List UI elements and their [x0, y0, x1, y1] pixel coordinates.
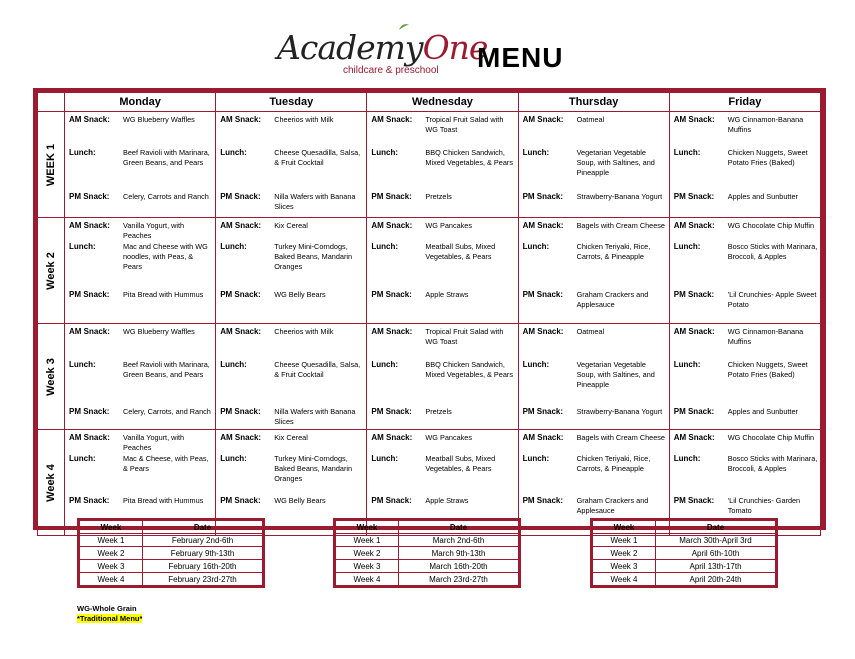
date-cell: February 2nd-6th: [143, 534, 264, 547]
am-entry: [220, 115, 364, 125]
pm-label: PM Snack:: [673, 496, 715, 505]
pm-item: WG Belly Bears: [274, 290, 326, 299]
pm-label: PM Snack:: [673, 290, 715, 299]
menu-cell-content: [65, 112, 215, 217]
lunch-label: Lunch:: [673, 148, 701, 157]
lunch-label: Lunch:: [371, 454, 399, 463]
pm-item: Graham Crackers and Applesauce: [576, 290, 649, 309]
pm-label: PM Snack:: [371, 407, 412, 416]
lunch-label: Lunch:: [673, 360, 701, 369]
date-cell: Week 3: [79, 560, 143, 573]
lunch-item: Meatball Subs, Mixed Vegetables, & Pears: [425, 454, 496, 473]
pm-label: PM Snack:: [522, 407, 564, 416]
pm-label: PM Snack:: [69, 290, 110, 299]
lunch-item: Meatball Subs, Mixed Vegetables, & Pears: [425, 242, 496, 261]
week-label-text: Week 3: [45, 357, 57, 396]
am-item: WG Blueberry Waffles: [123, 115, 195, 124]
lunch-entry: [220, 360, 364, 380]
date-row: [335, 547, 520, 560]
pm-item: Nilla Wafers with Banana Slices: [274, 192, 356, 211]
lunch-label: Lunch:: [220, 242, 247, 251]
week-label: [38, 430, 65, 536]
date-cell: Week 3: [592, 560, 656, 573]
am-item: Bagels with Cream Cheese: [576, 433, 665, 442]
am-label: AM Snack:: [673, 115, 715, 124]
lunch-item: Beef Ravioli with Marinara, Green Beans, and Pears: [123, 360, 210, 379]
am-entry: [674, 115, 818, 135]
pm-label: PM Snack:: [371, 496, 412, 505]
date-table-february: [77, 518, 265, 588]
am-entry: [371, 433, 515, 443]
date-row: [79, 573, 264, 587]
lunch-item: Turkey Mini-Corndogs, Baked Beans, Mandarin Oranges: [274, 454, 353, 483]
lunch-entry: [371, 360, 515, 380]
corner-cell: [38, 93, 65, 112]
am-item: Vanilla Yogurt, with Peaches: [123, 221, 185, 240]
pm-item: WG Belly Bears: [274, 496, 326, 505]
am-item: Tropical Fruit Salad with WG Toast: [425, 115, 504, 134]
am-label: AM Snack:: [522, 327, 564, 336]
am-item: Oatmeal: [576, 115, 605, 124]
am-label: AM Snack:: [371, 327, 413, 336]
am-label: AM Snack:: [371, 221, 413, 230]
menu-cell-content: [367, 324, 517, 429]
lunch-item: Chicken Nuggets, Sweet Potato Fries (Baked): [727, 148, 808, 167]
lunch-entry: [674, 242, 818, 262]
am-label: AM Snack:: [371, 115, 413, 124]
pm-item: Pretzels: [425, 407, 452, 416]
pm-entry: [674, 496, 818, 516]
brand-tagline: childcare & preschool: [343, 65, 439, 76]
am-item: Vanilla Yogurt, with Peaches: [123, 433, 185, 452]
am-entry: [523, 327, 667, 337]
date-cell: February 23rd-27th: [143, 573, 264, 587]
week-label: [38, 218, 65, 324]
lunch-item: Bosco Sticks with Marinara, Broccoli, & Apples: [727, 242, 818, 261]
pm-label: PM Snack:: [371, 290, 412, 299]
pm-entry: [523, 192, 667, 202]
pm-entry: [371, 192, 515, 202]
pm-item: Apple Straws: [425, 290, 469, 299]
menu-table: [37, 92, 821, 536]
pm-entry: [523, 407, 667, 417]
am-label: AM Snack:: [69, 433, 110, 442]
menu-cell: [669, 112, 820, 218]
menu-cell: [216, 218, 367, 324]
am-label: AM Snack:: [371, 433, 413, 442]
lunch-item: Mac and Cheese with WG noodles, with Peas, & Pears: [123, 242, 208, 271]
menu-cell-content: [519, 112, 669, 217]
lunch-item: Beef Ravioli with Marinara, Green Beans, and Pears: [123, 148, 210, 167]
pm-item: Strawberry-Banana Yogurt: [576, 192, 663, 201]
pm-entry: [69, 290, 213, 300]
header: [0, 0, 855, 88]
day-header: Friday: [669, 93, 820, 112]
am-item: Bagels with Cream Cheese: [576, 221, 665, 230]
date-cell: Week 3: [335, 560, 399, 573]
am-entry: [371, 327, 515, 347]
week-label-text: Week 2: [45, 251, 57, 290]
menu-cell-content: [670, 218, 820, 323]
pm-item: Pretzels: [425, 192, 452, 201]
date-cell: Week 2: [592, 547, 656, 560]
week-row: [38, 324, 821, 430]
lunch-label: Lunch:: [220, 148, 247, 157]
lunch-entry: [69, 242, 213, 272]
date-cell: Week 1: [79, 534, 143, 547]
pm-item: Celery, Carrots, and Ranch: [123, 407, 211, 416]
lunch-label: Lunch:: [371, 148, 399, 157]
page-title: MENU: [477, 42, 564, 73]
menu-cell-content: [367, 112, 517, 217]
am-label: AM Snack:: [673, 221, 715, 230]
lunch-label: Lunch:: [673, 242, 701, 251]
lunch-item: Turkey Mini-Corndogs, Baked Beans, Mandarin Oranges: [274, 242, 353, 271]
am-entry: [674, 433, 818, 443]
date-table-march: [333, 518, 521, 588]
pm-label: PM Snack:: [673, 192, 715, 201]
week-label: [38, 324, 65, 430]
date-cell: March 2nd-6th: [399, 534, 520, 547]
date-cell: March 9th-13th: [399, 547, 520, 560]
lunch-entry: [371, 242, 515, 262]
lunch-item: BBQ Chicken Sandwich, Mixed Vegetables, & Pears: [425, 148, 513, 167]
menu-cell: [216, 112, 367, 218]
pm-entry: [371, 290, 515, 300]
am-item: Cheerios with Milk: [274, 327, 334, 336]
whole-grain-note: WG-Whole Grain: [77, 604, 137, 613]
pm-label: PM Snack:: [220, 407, 261, 416]
am-entry: [69, 433, 213, 453]
lunch-label: Lunch:: [522, 360, 550, 369]
lunch-item: Cheese Quesadilla, Salsa, & Fruit Cocktail: [274, 148, 361, 167]
pm-item: Pita Bread with Hummus: [123, 290, 204, 299]
lunch-entry: [674, 360, 818, 380]
am-label: AM Snack:: [673, 327, 715, 336]
lunch-label: Lunch:: [371, 360, 399, 369]
lunch-entry: [220, 148, 364, 168]
lunch-label: Lunch:: [371, 242, 399, 251]
am-item: WG Chocolate Chip Muffin: [727, 221, 814, 230]
pm-item: Apples and Sunbutter: [727, 407, 798, 416]
menu-cell: [367, 112, 518, 218]
date-cell: Week 4: [335, 573, 399, 587]
am-item: Tropical Fruit Salad with WG Toast: [425, 327, 504, 346]
am-label: AM Snack:: [522, 433, 564, 442]
date-cell: Week 1: [592, 534, 656, 547]
pm-item: 'Lil Crunchies- Garden Tomato: [727, 496, 801, 515]
menu-cell-content: [65, 324, 215, 429]
am-entry: [674, 327, 818, 347]
menu-cell-content: [670, 112, 820, 217]
menu-cell: [65, 218, 216, 324]
am-entry: [69, 221, 213, 241]
am-item: Cheerios with Milk: [274, 115, 334, 124]
date-row: [592, 560, 777, 573]
lunch-entry: [69, 360, 213, 380]
menu-cell-content: [670, 324, 820, 429]
lunch-item: Vegetarian Vegetable Soup, with Saltines, and Pineapple: [576, 360, 655, 389]
pm-item: Strawberry-Banana Yogurt: [576, 407, 663, 416]
pm-label: PM Snack:: [69, 407, 110, 416]
pm-entry: [674, 407, 818, 417]
pm-item: Celery, Carrots and Ranch: [123, 192, 209, 201]
day-header: Tuesday: [216, 93, 367, 112]
am-entry: [69, 115, 213, 125]
menu-cell: [518, 218, 669, 324]
pm-label: PM Snack:: [522, 192, 564, 201]
date-cell: April 20th-24th: [656, 573, 777, 587]
date-header-cell: Date: [656, 520, 777, 534]
pm-label: PM Snack:: [220, 192, 261, 201]
pm-label: PM Snack:: [673, 407, 715, 416]
pm-entry: [220, 407, 364, 427]
date-cell: March 23rd-27th: [399, 573, 520, 587]
date-cell: February 16th-20th: [143, 560, 264, 573]
pm-label: PM Snack:: [371, 192, 412, 201]
menu-cell: [669, 218, 820, 324]
week-label-text: WEEK 1: [45, 143, 57, 186]
am-entry: [371, 115, 515, 135]
date-row: [79, 534, 264, 547]
am-item: WG Cinnamon-Banana Muffins: [727, 115, 804, 134]
pm-entry: [220, 192, 364, 212]
lunch-label: Lunch:: [69, 454, 96, 463]
pm-entry: [371, 407, 515, 417]
pm-label: PM Snack:: [522, 290, 564, 299]
day-header-row: [38, 93, 821, 112]
am-entry: [69, 327, 213, 337]
date-row: [592, 534, 777, 547]
am-entry: [674, 221, 818, 231]
am-entry: [523, 221, 667, 231]
pm-label: PM Snack:: [220, 290, 261, 299]
lunch-item: Vegetarian Vegetable Soup, with Saltines, and Pineapple: [576, 148, 655, 177]
menu-cell-content: [216, 218, 366, 323]
menu-cell: [367, 324, 518, 430]
date-cell: Week 1: [335, 534, 399, 547]
date-header-cell: Week: [335, 520, 399, 534]
pm-entry: [69, 407, 213, 417]
lunch-label: Lunch:: [69, 360, 96, 369]
lunch-label: Lunch:: [522, 242, 550, 251]
am-label: AM Snack:: [69, 221, 110, 230]
lunch-entry: [523, 148, 667, 178]
pm-item: Graham Crackers and Applesauce: [576, 496, 649, 515]
week-label: [38, 112, 65, 218]
lunch-label: Lunch:: [220, 360, 247, 369]
am-label: AM Snack:: [220, 433, 262, 442]
lunch-item: Cheese Quesadilla, Salsa, & Fruit Cocktail: [274, 360, 361, 379]
menu-cell: [216, 324, 367, 430]
am-entry: [220, 221, 364, 231]
pm-entry: [220, 290, 364, 300]
lunch-item: Bosco Sticks with Marinara, Broccoli, & Apples: [727, 454, 818, 473]
lunch-label: Lunch:: [220, 454, 247, 463]
menu-cell-content: [216, 112, 366, 217]
lunch-entry: [674, 148, 818, 168]
pm-label: PM Snack:: [69, 192, 110, 201]
lunch-item: Mac & Cheese, with Peas, & Pears: [123, 454, 209, 473]
menu-cell-content: [65, 218, 215, 323]
academy-one-logo: [277, 28, 488, 80]
date-cell: April 13th-17th: [656, 560, 777, 573]
date-cell: Week 2: [79, 547, 143, 560]
day-header: Wednesday: [367, 93, 518, 112]
date-cell: April 6th-10th: [656, 547, 777, 560]
lunch-label: Lunch:: [69, 242, 96, 251]
am-entry: [523, 433, 667, 443]
date-row: [335, 560, 520, 573]
date-header-row: [592, 520, 777, 534]
date-cell: Week 2: [335, 547, 399, 560]
pm-label: PM Snack:: [522, 496, 564, 505]
am-entry: [371, 221, 515, 231]
date-header-cell: Week: [79, 520, 143, 534]
pm-entry: [69, 192, 213, 202]
pm-entry: [674, 290, 818, 310]
lunch-entry: [523, 242, 667, 262]
am-item: Kix Cereal: [274, 433, 308, 442]
menu-cell: [367, 218, 518, 324]
pm-label: PM Snack:: [69, 496, 110, 505]
pm-entry: [69, 496, 213, 506]
lunch-entry: [674, 454, 818, 474]
lunch-entry: [220, 454, 364, 484]
date-cell: Week 4: [592, 573, 656, 587]
lunch-item: BBQ Chicken Sandwich, Mixed Vegetables, & Pears: [425, 360, 513, 379]
date-cell: Week 4: [79, 573, 143, 587]
lunch-entry: [371, 148, 515, 168]
pm-item: 'Lil Crunchies- Apple Sweet Potato: [727, 290, 817, 309]
am-label: AM Snack:: [220, 115, 262, 124]
menu-table-frame: [33, 88, 826, 530]
date-header-cell: Date: [143, 520, 264, 534]
menu-cell-content: [519, 324, 669, 429]
menu-cell-content: [216, 324, 366, 429]
am-item: WG Pancakes: [425, 433, 473, 442]
am-item: WG Pancakes: [425, 221, 473, 230]
lunch-entry: [523, 360, 667, 390]
date-cell: March 16th-20th: [399, 560, 520, 573]
date-row: [79, 560, 264, 573]
date-row: [592, 573, 777, 587]
am-entry: [220, 327, 364, 337]
lunch-item: Chicken Teriyaki, Rice, Carrots, & Pineapple: [576, 454, 651, 473]
menu-cell-content: [367, 218, 517, 323]
date-row: [79, 547, 264, 560]
lunch-entry: [69, 148, 213, 168]
pm-item: Nilla Wafers with Banana Slices: [274, 407, 356, 426]
date-cell: March 30th-April 3rd: [656, 534, 777, 547]
lunch-entry: [371, 454, 515, 474]
lunch-label: Lunch:: [522, 454, 550, 463]
week-row: [38, 218, 821, 324]
pm-entry: [523, 290, 667, 310]
menu-cell: [669, 324, 820, 430]
am-label: AM Snack:: [522, 221, 564, 230]
pm-item: Apple Straws: [425, 496, 469, 505]
am-item: WG Cinnamon-Banana Muffins: [727, 327, 804, 346]
am-label: AM Snack:: [220, 327, 262, 336]
date-header-row: [335, 520, 520, 534]
date-row: [335, 573, 520, 587]
lunch-label: Lunch:: [522, 148, 550, 157]
lunch-item: Chicken Teriyaki, Rice, Carrots, & Pineapple: [576, 242, 651, 261]
lunch-item: Chicken Nuggets, Sweet Potato Fries (Baked): [727, 360, 808, 379]
lunch-entry: [523, 454, 667, 474]
am-entry: [220, 433, 364, 443]
traditional-menu-note: *Traditional Menu*: [77, 614, 143, 623]
date-header-row: [79, 520, 264, 534]
pm-item: Apples and Sunbutter: [727, 192, 798, 201]
pm-entry: [523, 496, 667, 516]
brand-name: AcademyOne: [277, 28, 488, 67]
am-item: WG Chocolate Chip Muffin: [727, 433, 814, 442]
lunch-label: Lunch:: [69, 148, 96, 157]
menu-cell: [518, 324, 669, 430]
day-header: Thursday: [518, 93, 669, 112]
am-item: WG Blueberry Waffles: [123, 327, 195, 336]
menu-cell: [65, 112, 216, 218]
pm-item: Pita Bread with Hummus: [123, 496, 204, 505]
pm-entry: [371, 496, 515, 506]
pm-entry: [220, 496, 364, 506]
menu-cell-content: [519, 218, 669, 323]
date-table-april: [590, 518, 778, 588]
date-row: [335, 534, 520, 547]
date-row: [592, 547, 777, 560]
lunch-entry: [69, 454, 213, 474]
am-label: AM Snack:: [69, 327, 110, 336]
am-label: AM Snack:: [673, 433, 715, 442]
am-label: AM Snack:: [69, 115, 110, 124]
menu-cell: [518, 112, 669, 218]
pm-entry: [674, 192, 818, 202]
lunch-label: Lunch:: [673, 454, 701, 463]
day-header: Monday: [65, 93, 216, 112]
am-item: Oatmeal: [576, 327, 605, 336]
am-item: Kix Cereal: [274, 221, 308, 230]
am-label: AM Snack:: [220, 221, 262, 230]
date-header-cell: Date: [399, 520, 520, 534]
traditional-menu-note-wrap: [77, 614, 142, 623]
date-cell: February 9th-13th: [143, 547, 264, 560]
menu-cell: [65, 324, 216, 430]
am-entry: [523, 115, 667, 125]
week-label-text: Week 4: [45, 463, 57, 502]
pm-label: PM Snack:: [220, 496, 261, 505]
am-label: AM Snack:: [522, 115, 564, 124]
week-row: [38, 112, 821, 218]
date-header-cell: Week: [592, 520, 656, 534]
lunch-entry: [220, 242, 364, 272]
